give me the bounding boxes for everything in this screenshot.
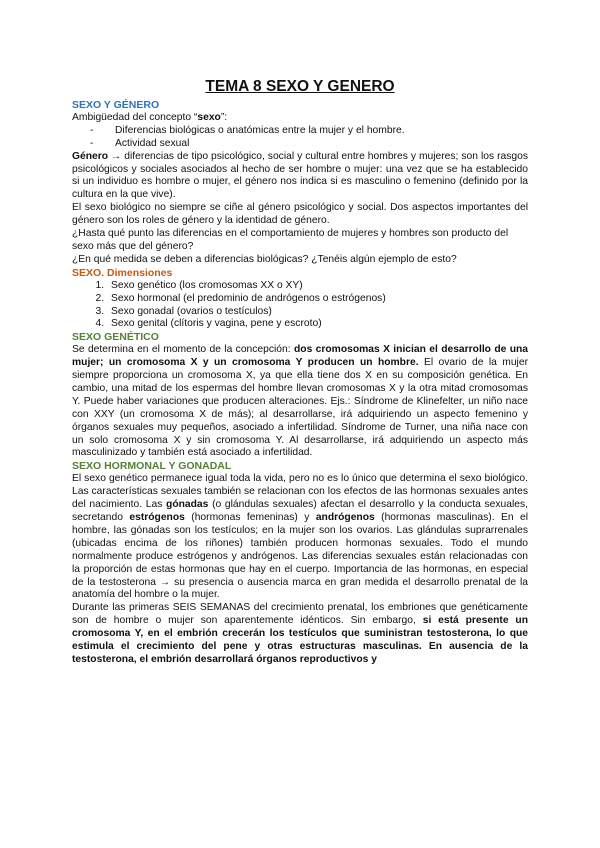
heading-sexo-hormonal: SEXO HORMONAL Y GONADAL xyxy=(72,460,232,473)
page-title: TEMA 8 SEXO Y GENERO xyxy=(205,78,395,95)
list-item: 4. Sexo genital (clítoris y vagina, pene y escroto) xyxy=(107,318,528,331)
bold-text: Género xyxy=(72,150,109,162)
bold-text: estrógenos xyxy=(129,512,185,523)
text-run: Ambigüedad del concepto “ xyxy=(72,111,198,123)
bold-text: gónadas xyxy=(166,499,209,511)
bold-text: sexo xyxy=(197,111,221,123)
heading-dimensiones: SEXO. Dimensiones xyxy=(72,266,173,279)
heading-sexo-genero: SEXO Y GÉNERO xyxy=(72,99,160,111)
list-item: - Diferencias biológicas o anatómicas entre la mujer y el hombre. xyxy=(90,125,528,138)
question: ¿En qué medida se deben a diferencias biológicas? ¿Tenéis algún ejemplo de esto? xyxy=(72,253,457,265)
bold-text: si está presente un cromosoma Y, en el embrión crecerán los testículos que suministran testosterona, lo que estimula el crecimiento del pene y otras estructuras masculinas. En ausencia de la testosterona, el embrión desarrollará órganos reproductivos y xyxy=(72,615,528,665)
prenatal-paragraph xyxy=(72,602,528,667)
text-run: El sexo genético permanece igual toda la vida, pero no es lo único que determina el sexo biológico. Las características sexuales también se relacionan con los efectos de las hormonas sexuales antes del nacimiento. Las xyxy=(72,473,528,511)
text-run: (hormonas masculinas). En el hombre, las gónadas son los testículos; en la mujer son los ovarios. Las glándulas suprarrenales (ubicadas encima de los riñones) también producen hormonas sexuales. Todo el mundo normalmente produce estrógenos y andrógenos. Las diferencias sexuales están relacionadas con la proporción de estas hormonas que hay en el cuerpo. Importancia de las hormonas, en especial de la testosterona → su presencia o ausencia marca en gran medida el desarrollo prenatal de la anatomía del hombre o la mujer. xyxy=(72,512,528,601)
paragraph: El sexo biológico no siempre se ciñe al género psicológico y social. Dos aspectos importantes del género son los roles de género y la identidad de género. xyxy=(72,202,528,227)
genero-paragraph xyxy=(72,151,528,203)
document-body xyxy=(72,78,528,667)
dimensions-list xyxy=(72,280,528,332)
list-item: 3. Sexo gonadal (ovarios o testículos) xyxy=(107,306,528,319)
text-run: El ovario de la mujer siempre proporciona un cromosoma X, ya que ella tiene dos X en su composición genética. En cambio, una mitad de los espermas del hombre llevan cromosomas X y la otra mitad cromosomas Y. Puede haber variaciones que producen alteraciones. Ejs.: Síndrome de Klinefelter, un niño nace con XXY (un cromosoma X de más); al desarrollarse, irá adquiriendo un aspecto femenino y órganos sexuales muy pequeños, asociado a infertilidad. Síndrome de Turner, una niña nace con un solo cromosoma X y sin cromosoma Y. Al desarrollarse, irá adquiriendo un aspecto más masculinizado y también está asociado a infertilidad. xyxy=(72,357,528,459)
text-run: (o glándulas sexuales) afectan el desarrollo y la conducta sexuales, secretando xyxy=(72,499,528,523)
concept-list xyxy=(72,125,528,151)
text-run: (hormonas femeninas) y xyxy=(184,512,316,523)
list-item: 1. Sexo genético (los cromosomas XX o XY) xyxy=(107,280,528,293)
bold-text: dos cromosomas X inician el desarrollo de una mujer; un cromosoma X y un cromosoma Y producen un hombre. xyxy=(72,344,528,369)
genetico-paragraph xyxy=(72,344,528,460)
intro-paragraph xyxy=(72,112,528,125)
text-run: Se determina en el momento de la concepción: xyxy=(72,344,294,356)
text-run: → diferencias de tipo psicológico, social y cultural entre hombres y mujeres; son los rasgos psicológicos y sociales asociados al hecho de ser hombre o mujer: una vez que se ha establecido si un individuo es hombre o mujer, el género nos indica si es masculino o femenino (definido por la cultura en la que vive). xyxy=(72,150,528,201)
text-run: Durante las primeras SEIS SEMANAS del crecimiento prenatal, los embriones que genéticamente son de hombre o mujer son aparentemente idénticos. Sin embargo, xyxy=(72,602,528,627)
list-item: 2. Sexo hormonal (el predominio de andrógenos o estrógenos) xyxy=(107,293,528,306)
text-run: ”: xyxy=(220,111,228,123)
hormonal-paragraph xyxy=(72,473,528,602)
bold-text: andrógenos xyxy=(315,512,375,523)
list-item: - Actividad sexual xyxy=(90,138,528,151)
heading-sexo-genetico: SEXO GENÉTICO xyxy=(72,331,159,344)
question: ¿Hasta qué punto las diferencias en el comportamiento de mujeres y hombres son producto del sexo más que del género? xyxy=(72,228,509,252)
